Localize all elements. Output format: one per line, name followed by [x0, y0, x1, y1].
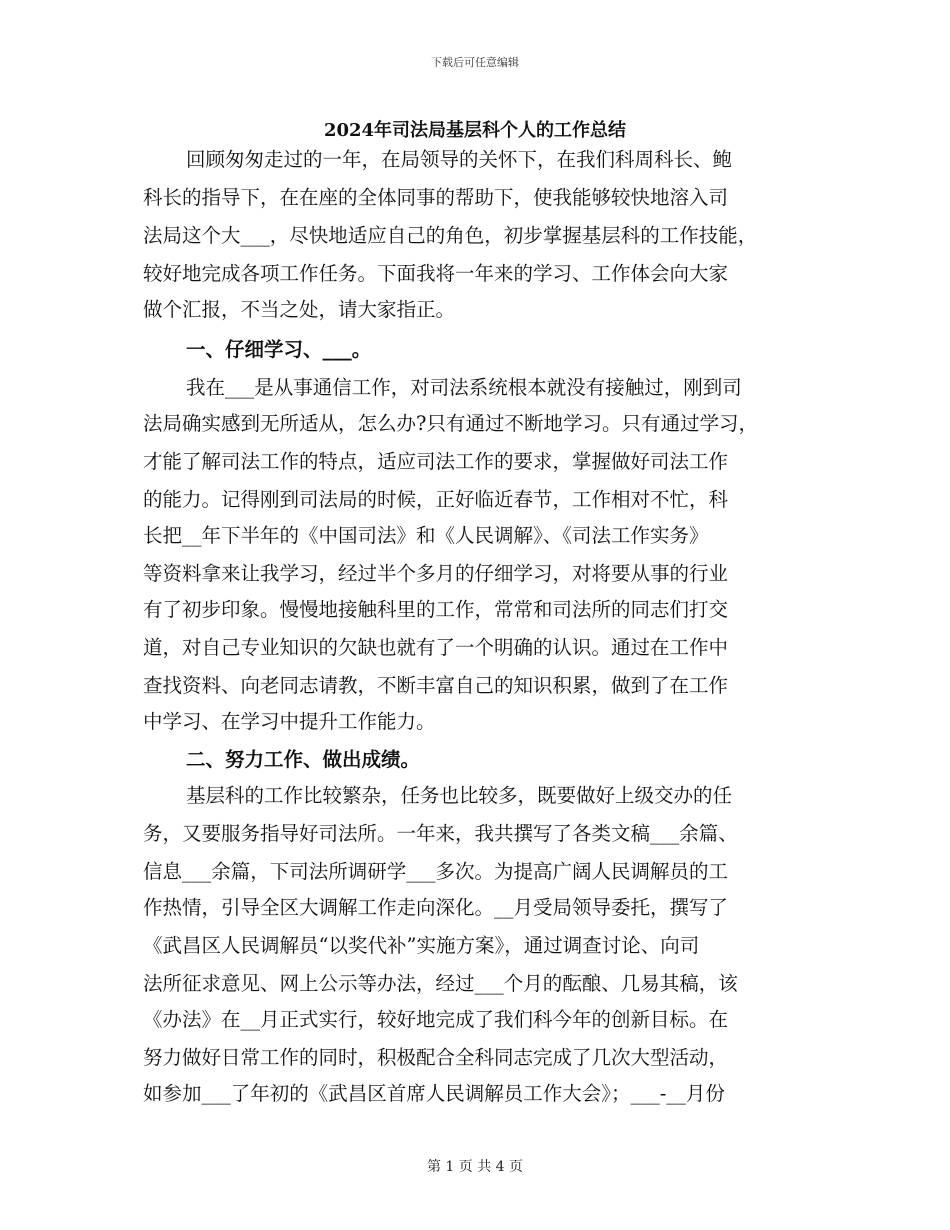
paragraph-line: 中学习、在学习中提升工作能力。 [143, 710, 436, 733]
section-heading-1: 一、仔细学习、___。 [186, 338, 372, 361]
paragraph-line: 查找资料、向老同志请教，不断丰富自己的知识积累，做到了在工作 [143, 674, 729, 697]
paragraph-line: 等资料拿来让我学习，经过半个多月的仔细学习，对将要从事的行业 [143, 562, 729, 585]
paragraph-line: 法局确实感到无所适从，怎么办?只有通过不断地学习。只有通过学习， [143, 412, 758, 435]
paragraph-line: 科长的指导下，在在座的全体同事的帮助下，使我能够较快地溶入司 [143, 186, 729, 209]
paragraph-line: 基层科的工作比较繁杂，任务也比较多，既要做好上级交办的任 [186, 784, 733, 807]
document-title: 2024年司法局基层科个人的工作总结 [323, 120, 627, 141]
paragraph-line: 回顾匆匆走过的一年，在局领导的关怀下，在我们科周科长、鲍 [186, 148, 733, 171]
paragraph-line: 努力做好日常工作的同时，积极配合全科同志完成了几次大型活动， [143, 1046, 729, 1069]
paragraph-line: 如参加___了年初的《武昌区首席人民调解员工作大会》；___-__月份 [143, 1082, 725, 1105]
paragraph-line: 《武昌区人民调解员“以奖代补”实施方案》，通过调查讨论、向司 [143, 934, 700, 957]
paragraph-line: 才能了解司法工作的特点，适应司法工作的要求，掌握做好司法工作 [143, 450, 729, 473]
paragraph-line: 务，又要服务指导好司法所。一年来，我共撰写了各类文稿___余篇、 [143, 822, 738, 845]
paragraph-line: 信息___余篇，下司法所调研学___多次。为提高广阔人民调解员的工 [143, 860, 729, 883]
paragraph-line: 做个汇报，不当之处，请大家指正。 [143, 298, 456, 321]
paragraph-line: 长把__年下半年的《中国司法》和《人民调解》、《司法工作实务》 [143, 524, 709, 547]
paragraph-line: 较好地完成各项工作任务。下面我将一年来的学习、工作体会向大家 [143, 262, 729, 285]
paragraph-line: 法局这个大___，尽快地适应自己的角色，初步掌握基层科的工作技能， [143, 224, 758, 247]
paragraph-line: 法所征求意见、网上公示等办法，经过___个月的酝酿、几易其稿，该 [143, 972, 738, 995]
paragraph-line: 道，对自己专业知识的欠缺也就有了一个明确的认识。通过在工作中 [143, 636, 729, 659]
page-footer: 第 1 页 共 4 页 [426, 1159, 524, 1175]
paragraph-line: 的能力。记得刚到司法局的时候，正好临近春节，工作相对不忙，科 [143, 488, 729, 511]
paragraph-line: 《办法》在__月正式实行，较好地完成了我们科今年的创新目标。在 [143, 1008, 729, 1031]
paragraph-line: 作热情，引导全区大调解工作走向深化。__月受局领导委托，撰写了 [143, 896, 729, 919]
paragraph-line: 有了初步印象。慢慢地接触科里的工作，常常和司法所的同志们打交 [143, 598, 729, 621]
header-note: 下载后可任意编辑 [431, 56, 519, 69]
paragraph-line: 我在___是从事通信工作，对司法系统根本就没有接触过，刚到司 [186, 376, 742, 399]
section-heading-2: 二、努力工作、做出成绩。 [186, 748, 421, 771]
